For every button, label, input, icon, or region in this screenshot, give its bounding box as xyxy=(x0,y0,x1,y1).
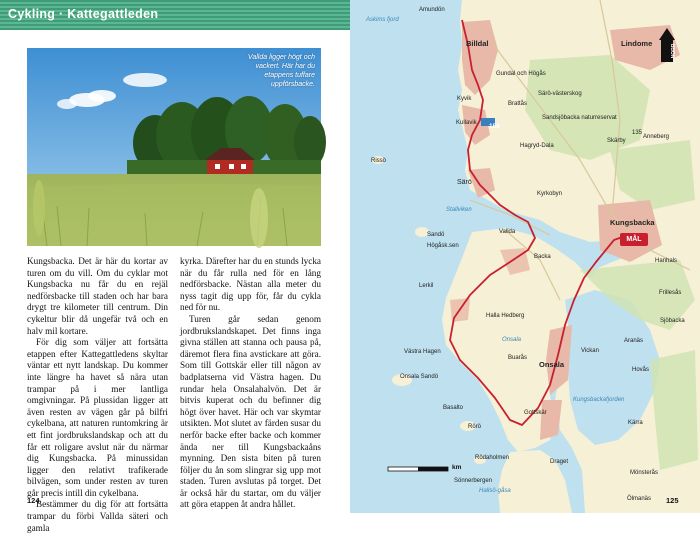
map-place-label: Särö-västerskog xyxy=(538,91,582,97)
chapter-title: Cykling · Kattegattleden xyxy=(8,7,159,21)
scale-bar-icon xyxy=(388,467,448,471)
map-place-label: Lindome xyxy=(621,39,653,48)
left-page xyxy=(0,0,350,533)
map-place-label: Vallda xyxy=(499,229,516,235)
map-place-label: 135 xyxy=(632,130,643,136)
map-place-label: Buarås xyxy=(508,355,528,361)
map-place-label: Gundal och Högås xyxy=(496,71,546,77)
finish-badge: MÅL xyxy=(620,233,648,246)
map-place-label: 158 xyxy=(489,123,500,130)
paragraph: Bestämmer du dig för att fortsätta trampar du förbi Vallda säteri och gamla xyxy=(27,499,168,533)
map-place-label: Stallviken xyxy=(446,207,472,213)
map-place-label: Mönsterås xyxy=(630,470,659,476)
paragraph: kyrka. Därefter har du en stunds lycka när du får rulla ned för en lång nedförsbacke. Nästan alla meter du nyss tagit dig upp för, får du cykla ned för nu. xyxy=(180,256,321,313)
map-place-label: Askims fjord xyxy=(366,17,399,23)
map-place-label: Sandö xyxy=(427,232,445,238)
chapter-header xyxy=(0,0,350,30)
map-place-label: Anneberg xyxy=(643,134,670,140)
map-place-label: Rissö xyxy=(371,158,387,164)
map-place-label: Basalto xyxy=(443,405,464,411)
map-place-label: Västra Hagen xyxy=(404,349,441,355)
map-place-label: Brattås xyxy=(508,101,528,107)
map-place-label: Rödaholmen xyxy=(475,455,510,461)
paragraph: För dig som väljer att fortsätta etappen efter Kattegattledens skyltar väntar ett nytt landskap. Du kommer inte längre ha havet så nära utan trampar på i mer lantliga omgivningar. På plussidan ligger att även resten av vägen går på bilfri cykelbana, att naturen runtomkring är ett fint jordbrukslandskap och att du får ett roligare avslut när du närmar dig Kungsbacka. På minussidan ligger den relativt trafikerade bilvägen, som under resten av turen går precis intill din cykelbana. xyxy=(27,337,168,498)
page-number-left: 124 xyxy=(27,496,40,505)
page-number-right: 125 xyxy=(666,496,679,505)
map-place-label: Billdal xyxy=(466,39,489,48)
map-place-label: Kungsbacka xyxy=(610,218,655,227)
map-place-label: Onsala Sandö xyxy=(400,374,439,380)
north-arrow-icon xyxy=(658,28,676,62)
map-place-label: Halla Hedberg xyxy=(486,313,525,319)
map-place-label: Aranäs xyxy=(624,338,644,344)
map-place-label: Lerkil xyxy=(419,283,434,289)
map-place-label: Draget xyxy=(550,459,569,465)
north-label: NORR xyxy=(671,43,677,59)
map-place-label: Hanhals xyxy=(655,258,678,264)
map-place-label: Särö xyxy=(457,179,472,186)
map-place-label: Frillesås xyxy=(659,290,682,296)
text-column-1 xyxy=(27,256,168,534)
scale-unit: km xyxy=(452,464,462,471)
map-place-label: Sandsjöbacka naturreservat xyxy=(542,115,617,121)
map-place-label: Kyvik xyxy=(457,96,472,102)
map-place-label: Amundön xyxy=(419,7,445,13)
map-place-label: Onsala xyxy=(502,337,522,343)
map-place-label: Sjöbacka xyxy=(660,318,685,324)
map-place-label: Ölmanäs xyxy=(627,496,652,502)
map-place-label: Skärby xyxy=(607,138,626,144)
paragraph: Kungsbacka. Det är här du kortar av turen om du vill. Om du cyklar mot Kungsbacka nu får du en rejäl nedförsbacke till staden och har bara drygt tre kilometer till centrum. Din cykeltur blir då ungefär två och en halv mil kortare. xyxy=(27,256,168,336)
photo-caption: Vallda ligger högt och vackert. Här har du etappens tuffare uppförsbacke. xyxy=(247,54,315,88)
map-place-label: Hovås xyxy=(632,367,650,373)
map-place-label: Kungsbackafjorden xyxy=(573,397,625,403)
map-place-label: Gottskär xyxy=(524,410,547,416)
landscape-photo xyxy=(27,48,321,246)
map-place-label: Kyrkobyn xyxy=(537,191,563,197)
map-place-label: Rörö xyxy=(468,424,482,430)
map-place-label: Kärra xyxy=(628,420,643,426)
map-place-label: Kullavik xyxy=(456,120,477,126)
map-place-label: Vickan xyxy=(581,348,599,354)
map-place-label: Sönnerbergen xyxy=(454,478,493,484)
map-place-label: Hagryd-Dala xyxy=(520,143,554,149)
map-place-label: Backa xyxy=(534,254,551,260)
paragraph: Turen går sedan genom jordbrukslandskapet. Det finns inga givna ställen att stanna och pausa på, däremot flera fina avstickare att göra. Som till Gottskär eller till någon av badplatserna vid Västra hagen. Du rundar hela Onsalahalvön. Det är bitvis kuperat och du befinner dig högt över havet. Här och var skymtar utsikten. Mot slutet av färden susar du nerför backe efter backe och kommer ända ner till Kungsbackaåns mynning. Den sista biten på turen följer du ån som slingrar sig upp mot staden. Turen avslutas på torget. Det är också här du startar, om du väljer att göra etappen åt andra hållet. xyxy=(180,313,321,510)
map-place-label: Hallsö-gåsa xyxy=(479,488,511,494)
map-place-label: Högåsk.sen xyxy=(427,243,459,249)
text-column-2 xyxy=(180,256,321,511)
map-place-label: Onsala xyxy=(539,360,565,369)
